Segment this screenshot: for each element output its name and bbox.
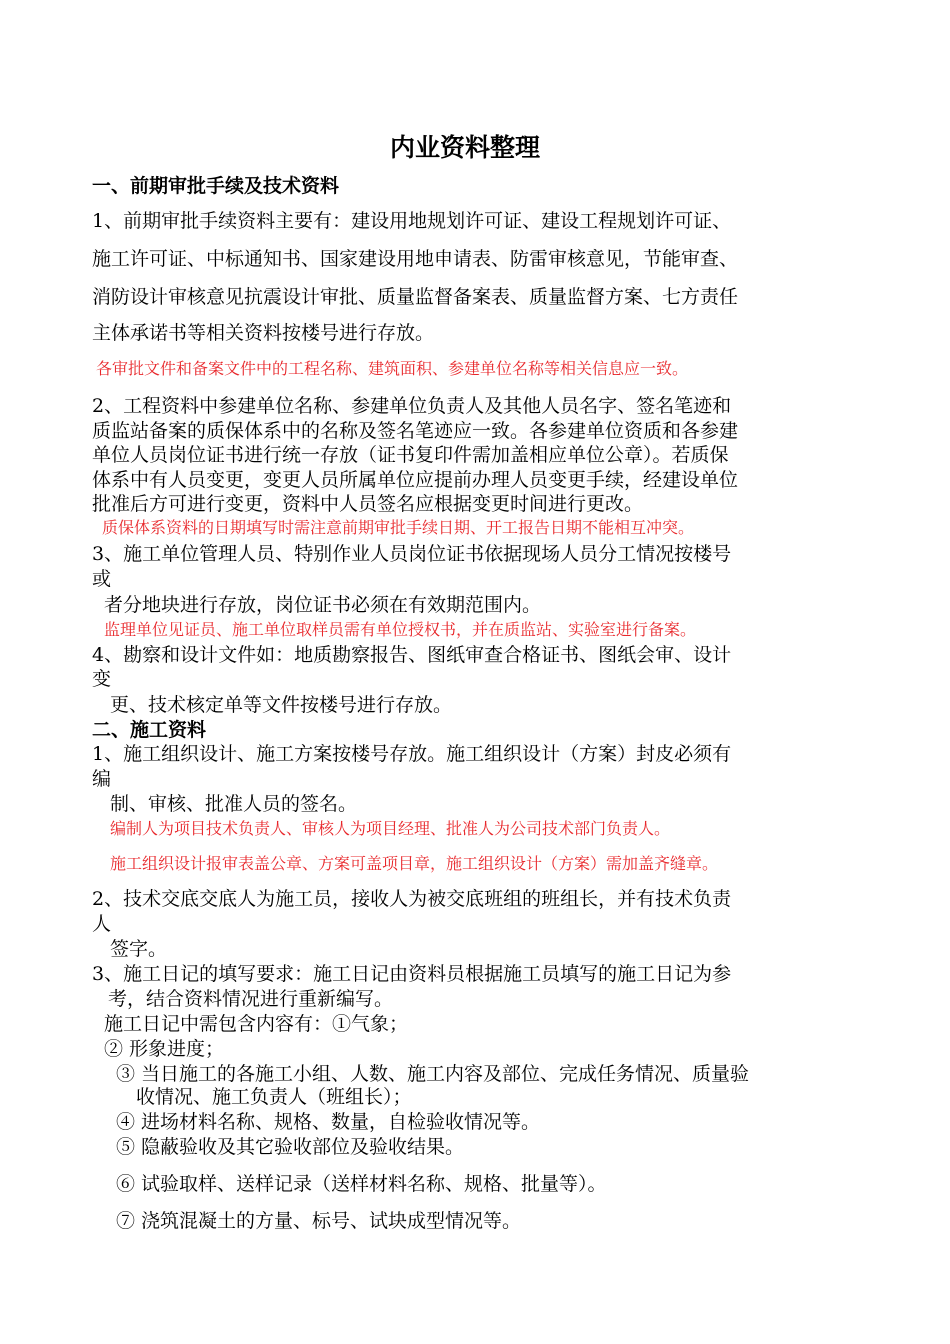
item-2-line: 2、工程资料中参建单位名称、参建单位负责人及其他人员名字、签名笔迹和 bbox=[92, 395, 732, 417]
s2-item-3-line: ⑤ 隐蔽验收及其它验收部位及验收结果。 bbox=[116, 1136, 465, 1158]
s2-item-3-line: ⑦ 浇筑混凝土的方量、标号、试块成型情况等。 bbox=[116, 1210, 522, 1232]
s2-item-3-line: 3、施工日记的填写要求：施工日记由资料员根据施工员填写的施工日记为参 bbox=[92, 963, 732, 985]
s2-item-2-line: 2、技术交底交底人为施工员，接收人为被交底班组的班组长，并有技术负责 bbox=[92, 888, 732, 910]
s2-item-3-line: 施工日记中需包含内容有：①气象； bbox=[104, 1013, 409, 1035]
item-4-line: 更、技术核定单等文件按楼号进行存放。 bbox=[110, 694, 453, 716]
s2-item-3-line: ⑥ 试验取样、送样记录（送样材料名称、规格、批量等）。 bbox=[116, 1173, 607, 1195]
s2-item-1-line: 编 bbox=[92, 768, 112, 790]
item-2-line: 批准后方可进行变更，资料中人员签名应根据变更时间进行更改。 bbox=[92, 493, 644, 515]
document-title: 内业资料整理 bbox=[390, 133, 541, 162]
section-2-heading: 二、施工资料 bbox=[92, 719, 207, 741]
note-red: 质保体系资料的日期填写时需注意前期审批手续日期、开工报告日期不能相互冲突。 bbox=[102, 518, 695, 537]
s2-item-1-line: 制、审核、批准人员的签名。 bbox=[110, 793, 358, 815]
item-2-line: 体系中有人员变更，变更人员所属单位应提前办理人员变更手续，经建设单位 bbox=[92, 469, 739, 491]
s2-item-3-line: 考，结合资料情况进行重新编写。 bbox=[108, 988, 394, 1010]
item-3-line: 3、施工单位管理人员、特别作业人员岗位证书依据现场人员分工情况按楼号 bbox=[92, 543, 732, 565]
s2-item-2-line: 签字。 bbox=[110, 938, 168, 960]
item-4-line: 变 bbox=[92, 668, 112, 690]
s2-item-3-line: 收情况、施工负责人（班组长）； bbox=[136, 1086, 412, 1108]
s2-item-3-line: ③ 当日施工的各施工小组、人数、施工内容及部位、完成任务情况、质量验 bbox=[116, 1063, 750, 1085]
note-red: 编制人为项目技术负责人、审核人为项目经理、批准人为公司技术部门负责人。 bbox=[110, 819, 671, 838]
item-3-line: 者分地块进行存放，岗位证书必须在有效期范围内。 bbox=[104, 594, 542, 616]
s2-item-2-line: 人 bbox=[92, 913, 112, 935]
item-3-line: 或 bbox=[92, 568, 112, 590]
item-4-line: 4、勘察和设计文件如：地质勘察报告、图纸审查合格证书、图纸会审、设计 bbox=[92, 644, 732, 666]
item-1-line: 消防设计审核意见抗震设计审批、质量监督备案表、质量监督方案、七方责任 bbox=[92, 286, 739, 308]
section-1-heading: 一、前期审批手续及技术资料 bbox=[92, 175, 340, 197]
item-1-line: 施工许可证、中标通知书、国家建设用地申请表、防雷审核意见，节能审查、 bbox=[92, 248, 739, 270]
item-2-line: 单位人员岗位证书进行统一存放（证书复印件需加盖相应单位公章）。若质保 bbox=[92, 444, 729, 466]
note-red: 监理单位见证员、施工单位取样员需有单位授权书，并在质监站、实验室进行备案。 bbox=[104, 620, 697, 639]
item-1-line: 1、前期审批手续资料主要有：建设用地规划许可证、建设工程规划许可证、 bbox=[92, 210, 732, 232]
item-2-line: 质监站备案的质保体系中的名称及签名笔迹应一致。各参建单位资质和各参建 bbox=[92, 420, 739, 442]
note-red: 各审批文件和备案文件中的工程名称、建筑面积、参建单位名称等相关信息应一致。 bbox=[96, 359, 689, 378]
item-1-line: 主体承诺书等相关资料按楼号进行存放。 bbox=[92, 322, 435, 344]
s2-item-3-line: ② 形象进度； bbox=[104, 1038, 225, 1060]
note-red: 施工组织设计报审表盖公章、方案可盖项目章，施工组织设计（方案）需加盖齐缝章。 bbox=[110, 854, 719, 873]
s2-item-1-line: 1、施工组织设计、施工方案按楼号存放。施工组织设计（方案）封皮必须有 bbox=[92, 743, 732, 765]
s2-item-3-line: ④ 进场材料名称、规格、数量，自检验收情况等。 bbox=[116, 1111, 541, 1133]
